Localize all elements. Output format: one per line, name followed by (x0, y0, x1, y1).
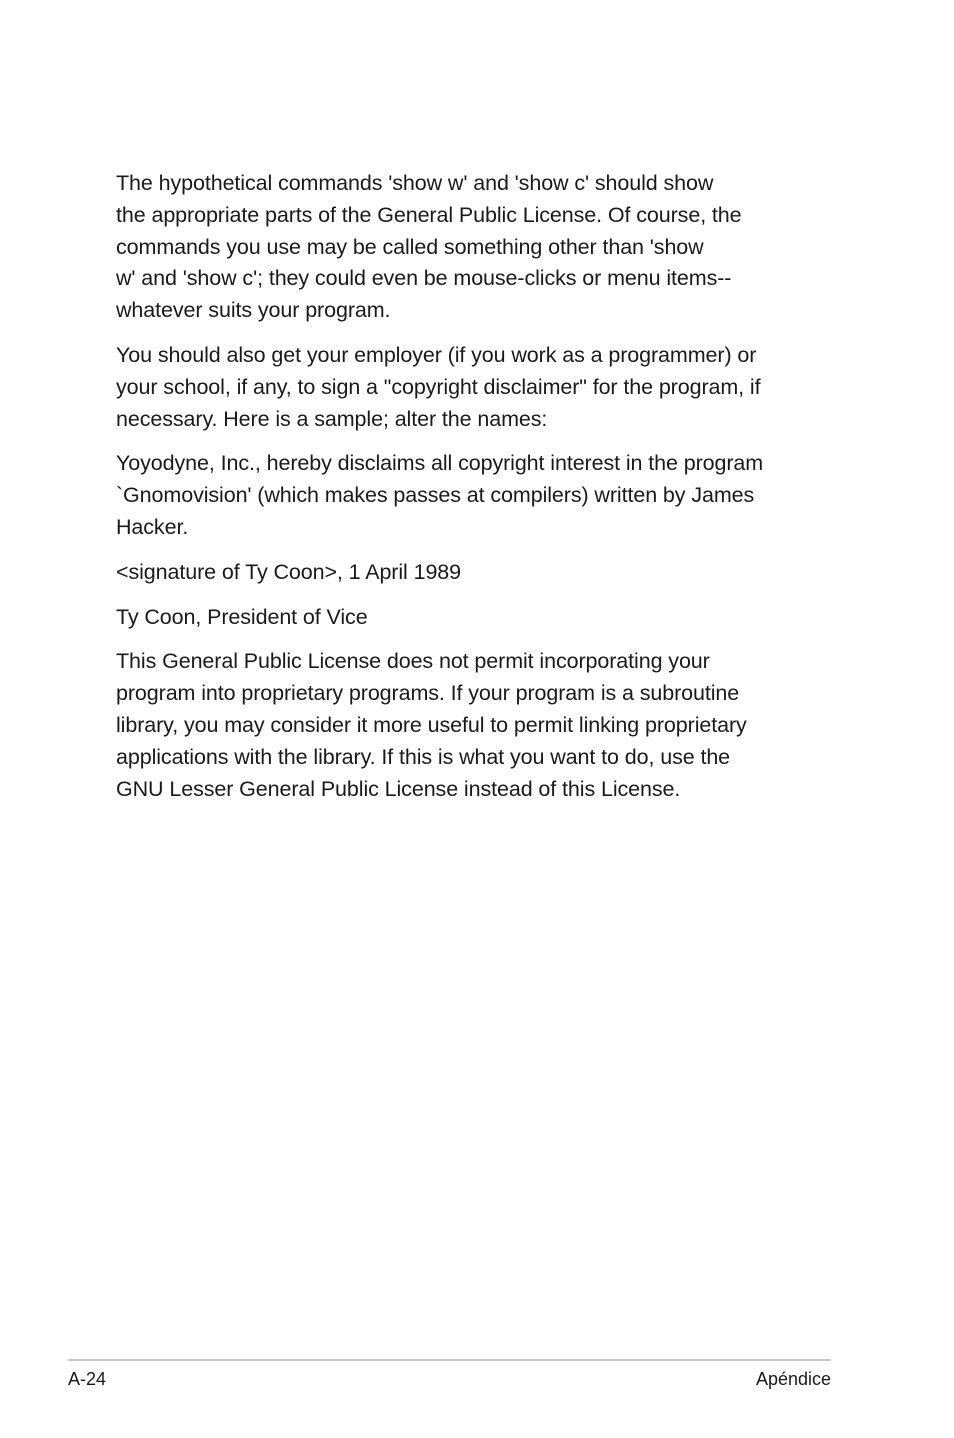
footer-divider (68, 1359, 831, 1361)
paragraph-lgpl-note: This General Public License does not permit incorporating your program into proprietary programs. If your program is a subroutine library, you may consider it more useful to permit linking proprietary applications with the library. If this is what you want to do, use the GNU Lesser General Public License instead of this License. (116, 649, 747, 801)
page-body (116, 168, 836, 818)
paragraph-signer-title: Ty Coon, President of Vice (116, 604, 368, 629)
paragraph-copyright-disclaimer-intro: You should also get your employer (if you work as a programmer) or your school, if any, to sign a "copyright disclaimer" for the program, if necessary. Here is a sample; alter the names: (116, 342, 761, 431)
section-name: Apéndice (755, 1369, 831, 1389)
paragraph-signature-line: <signature of Ty Coon>, 1 April 1989 (116, 559, 462, 584)
paragraph-disclaimer-sample: Yoyodyne, Inc., hereby disclaims all copyright interest in the program `Gnomovision' (which makes passes at compilers) written by James Hacker. (116, 451, 764, 539)
page-number: A-24 (68, 1369, 107, 1389)
paragraph-show-commands: The hypothetical commands 'show w' and 'show c' should show the appropriate parts of the General Public License. Of course, the commands you use may be called something other than 'show w' and 'show c'; they could even be mouse-clicks or menu items-- whatever suits your program. (116, 171, 742, 323)
